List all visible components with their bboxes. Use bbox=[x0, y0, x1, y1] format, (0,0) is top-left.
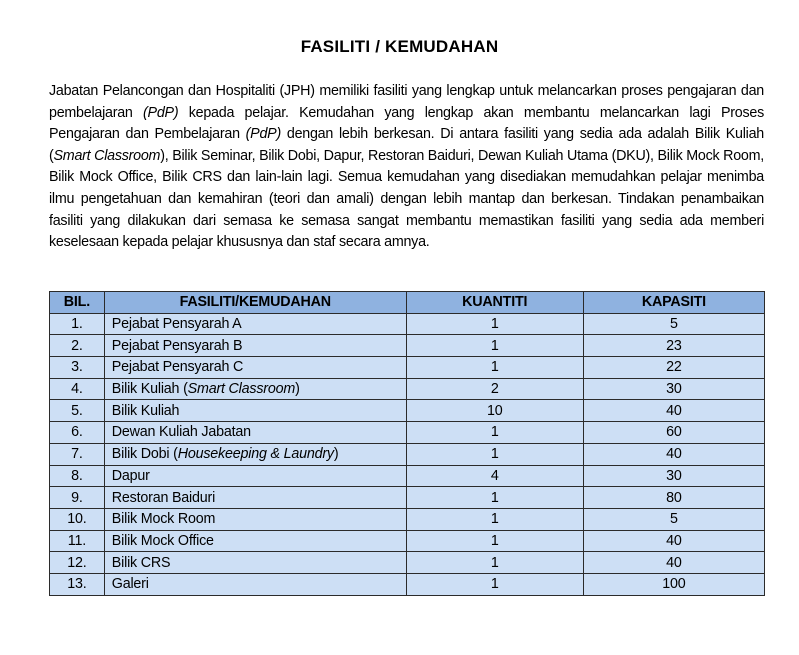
header-bil: BIL. bbox=[50, 292, 105, 314]
cell-capacity: 40 bbox=[583, 552, 764, 574]
cell-quantity: 1 bbox=[406, 422, 583, 444]
cell-facility bbox=[104, 335, 406, 357]
table-body bbox=[50, 313, 765, 595]
cell-facility bbox=[104, 378, 406, 400]
cell-bil: 4. bbox=[50, 378, 105, 400]
cell-capacity: 5 bbox=[583, 313, 764, 335]
cell-quantity: 1 bbox=[406, 357, 583, 379]
cell-capacity: 30 bbox=[583, 465, 764, 487]
facility-name: Bilik Kuliah ( bbox=[111, 381, 188, 398]
cell-bil: 3. bbox=[50, 357, 105, 379]
cell-bil: 7. bbox=[50, 443, 105, 465]
table-row bbox=[50, 487, 765, 509]
para-text-2: kepada pelajar. Kemudahan yang lengkap akan membantu melancarkan lagi Proses Pengajaran dan Pembelajaran bbox=[49, 104, 764, 143]
cell-quantity: 2 bbox=[406, 378, 583, 400]
cell-quantity: 1 bbox=[406, 552, 583, 574]
facility-name-after: ) bbox=[295, 381, 300, 398]
facility-name: Bilik Kuliah bbox=[111, 402, 180, 419]
facility-name: Pejabat Pensyarah B bbox=[111, 337, 243, 354]
para-text-3: dengan lebih berkesan. Di antara fasiliti yang sedia ada adalah Bilik Kuliah ( bbox=[49, 126, 764, 164]
cell-facility bbox=[104, 400, 406, 422]
cell-quantity: 1 bbox=[406, 487, 583, 509]
cell-quantity: 4 bbox=[406, 465, 583, 487]
cell-facility bbox=[104, 357, 406, 379]
cell-quantity: 1 bbox=[406, 313, 583, 335]
cell-facility bbox=[104, 465, 406, 487]
cell-quantity: 1 bbox=[406, 335, 583, 357]
facility-name: Dapur bbox=[111, 467, 150, 484]
cell-capacity: 40 bbox=[583, 443, 764, 465]
header-facility: FASILITI/KEMUDAHAN bbox=[104, 292, 406, 314]
cell-facility bbox=[104, 508, 406, 530]
para-italic-1: (PdP) bbox=[143, 104, 179, 121]
cell-facility bbox=[104, 313, 406, 335]
table-row bbox=[50, 378, 765, 400]
cell-quantity: 1 bbox=[406, 508, 583, 530]
cell-bil: 10. bbox=[50, 508, 105, 530]
cell-capacity: 5 bbox=[583, 508, 764, 530]
cell-capacity: 40 bbox=[583, 400, 764, 422]
table-row bbox=[50, 573, 765, 595]
cell-bil: 1. bbox=[50, 313, 105, 335]
para-text-1: Jabatan Pelancongan dan Hospitaliti (JPH) memiliki fasiliti yang lengkap untuk melancarkan proses pengajaran dan pembelajaran bbox=[49, 83, 764, 121]
para-text-4: ), Bilik Seminar, Bilik Dobi, Dapur, Restoran Baiduri, Dewan Kuliah Utama (DKU), Bilik Mock Room, Bilik Mock Office, Bilik CRS dan lain-lain lagi. Semua kemudahan yang disediakan memudahkan pelajar menimba ilmu pengetahuan dan kemahiran (teori dan amali) dengan lebih mantap dan berkesan. Tindakan penambaikan fasiliti yang dilakukan dari semasa ke semasa sangat membantu memastikan fasiliti yang sedia ada memberi keselesaan kepada pelajar khususnya dan staf secara amnya. bbox=[49, 147, 764, 251]
page-title: FASILITI / KEMUDAHAN bbox=[300, 37, 499, 56]
cell-quantity: 1 bbox=[406, 573, 583, 595]
cell-bil: 12. bbox=[50, 552, 105, 574]
cell-bil: 2. bbox=[50, 335, 105, 357]
cell-capacity: 23 bbox=[583, 335, 764, 357]
cell-capacity: 80 bbox=[583, 487, 764, 509]
facility-name: Restoran Baiduri bbox=[111, 489, 216, 506]
cell-capacity: 30 bbox=[583, 378, 764, 400]
cell-capacity: 40 bbox=[583, 530, 764, 552]
cell-quantity: 1 bbox=[406, 530, 583, 552]
cell-bil: 9. bbox=[50, 487, 105, 509]
facility-name: Pejabat Pensyarah A bbox=[111, 316, 242, 333]
table-row bbox=[50, 508, 765, 530]
facility-name: Bilik Mock Room bbox=[111, 511, 216, 528]
cell-capacity: 60 bbox=[583, 422, 764, 444]
table-row bbox=[50, 552, 765, 574]
facilities-table bbox=[49, 291, 765, 596]
facility-name: Pejabat Pensyarah C bbox=[111, 359, 244, 376]
table-row bbox=[50, 530, 765, 552]
cell-bil: 5. bbox=[50, 400, 105, 422]
cell-facility bbox=[104, 487, 406, 509]
cell-quantity: 1 bbox=[406, 443, 583, 465]
facility-name: Bilik Mock Office bbox=[111, 532, 214, 549]
header-capacity: KAPASITI bbox=[583, 292, 764, 314]
facility-name: Galeri bbox=[111, 576, 149, 593]
table-row bbox=[50, 313, 765, 335]
cell-capacity: 22 bbox=[583, 357, 764, 379]
table-row bbox=[50, 443, 765, 465]
table-row bbox=[50, 357, 765, 379]
cell-bil: 13. bbox=[50, 573, 105, 595]
cell-facility bbox=[104, 443, 406, 465]
cell-bil: 8. bbox=[50, 465, 105, 487]
facility-name-italic: Housekeeping & Laundry bbox=[177, 446, 334, 463]
facility-name: Dewan Kuliah Jabatan bbox=[111, 424, 251, 441]
table-row bbox=[50, 400, 765, 422]
cell-facility bbox=[104, 573, 406, 595]
cell-facility bbox=[104, 422, 406, 444]
facility-name-after: ) bbox=[333, 446, 339, 463]
table-row bbox=[50, 465, 765, 487]
table-row bbox=[50, 422, 765, 444]
cell-facility bbox=[104, 552, 406, 574]
para-italic-3: Smart Classroom bbox=[53, 147, 161, 164]
table-header-row bbox=[50, 292, 765, 314]
facility-name: Bilik CRS bbox=[111, 554, 171, 571]
table-row bbox=[50, 335, 765, 357]
facility-name-italic: Smart Classroom bbox=[187, 381, 296, 398]
cell-bil: 11. bbox=[50, 530, 105, 552]
cell-capacity: 100 bbox=[583, 573, 764, 595]
header-quantity: KUANTITI bbox=[406, 292, 583, 314]
para-italic-2: (PdP) bbox=[245, 126, 281, 143]
cell-facility bbox=[104, 530, 406, 552]
cell-bil: 6. bbox=[50, 422, 105, 444]
intro-paragraph bbox=[49, 81, 764, 254]
cell-quantity: 10 bbox=[406, 400, 583, 422]
facility-name: Bilik Dobi ( bbox=[111, 446, 178, 463]
